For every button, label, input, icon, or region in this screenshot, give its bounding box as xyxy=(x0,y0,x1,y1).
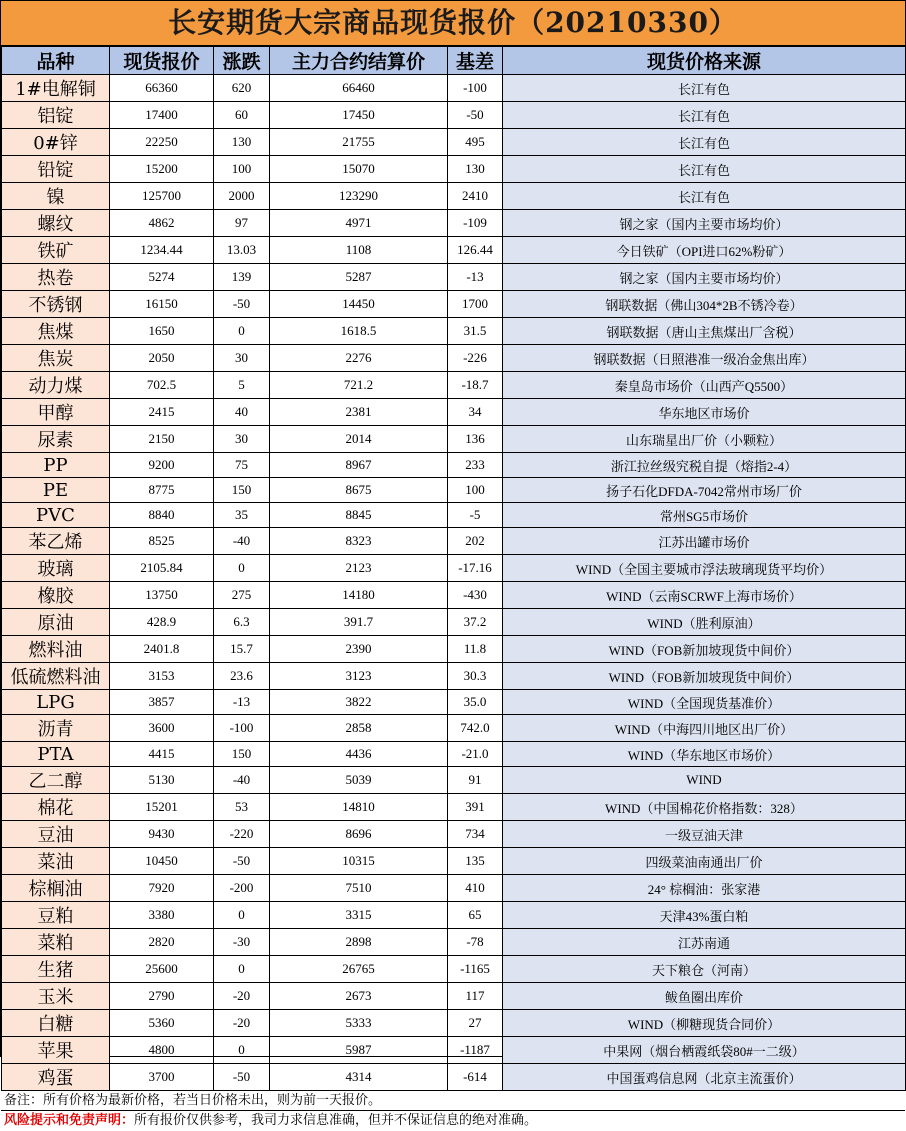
cell-variety: 甲醇 xyxy=(2,399,110,426)
cell-change: 100 xyxy=(214,156,270,183)
cell-settlement: 10315 xyxy=(270,848,448,875)
cell-settlement: 8845 xyxy=(270,503,448,528)
cell-change: 13.03 xyxy=(214,237,270,264)
cell-source: 钢之家（国内主要市场均价） xyxy=(503,264,906,291)
cell-basis: 100 xyxy=(448,478,503,503)
cell-variety: 不锈钢 xyxy=(2,291,110,318)
cell-variety: 0#锌 xyxy=(2,129,110,156)
cell-change: 0 xyxy=(214,1037,270,1064)
header-spot-price: 现货报价 xyxy=(110,47,214,75)
cell-variety: 铝锭 xyxy=(2,102,110,129)
cell-change: 620 xyxy=(214,75,270,102)
cell-spot-price: 2105.84 xyxy=(110,555,214,582)
cell-variety: 焦炭 xyxy=(2,345,110,372)
cell-basis: 35.0 xyxy=(448,690,503,715)
disclaimer xyxy=(1,1111,905,1131)
cell-change: 139 xyxy=(214,264,270,291)
cell-spot-price: 2401.8 xyxy=(110,636,214,663)
table-row xyxy=(2,1010,906,1037)
cell-change: 6.3 xyxy=(214,609,270,636)
cell-source: 常州SG5市场价 xyxy=(503,503,906,528)
cell-basis: -78 xyxy=(448,929,503,956)
table-row xyxy=(2,582,906,609)
cell-settlement: 2390 xyxy=(270,636,448,663)
cell-spot-price: 5274 xyxy=(110,264,214,291)
cell-basis: -1187 xyxy=(448,1037,503,1064)
cell-variety: 棕榈油 xyxy=(2,875,110,902)
table-row xyxy=(2,690,906,715)
cell-variety: 生猪 xyxy=(2,956,110,983)
cell-settlement: 7510 xyxy=(270,875,448,902)
cell-basis: 734 xyxy=(448,821,503,848)
table-row xyxy=(2,821,906,848)
cell-basis: 37.2 xyxy=(448,609,503,636)
cell-variety: 燃料油 xyxy=(2,636,110,663)
cell-settlement: 21755 xyxy=(270,129,448,156)
cell-variety: 原油 xyxy=(2,609,110,636)
cell-change: -40 xyxy=(214,767,270,794)
cell-settlement: 721.2 xyxy=(270,372,448,399)
cell-spot-price: 8840 xyxy=(110,503,214,528)
cell-source: 天下粮仓（河南） xyxy=(503,956,906,983)
table-row xyxy=(2,399,906,426)
cell-spot-price: 4862 xyxy=(110,210,214,237)
table-row xyxy=(2,478,906,503)
cell-basis: -100 xyxy=(448,75,503,102)
table-row xyxy=(2,503,906,528)
cell-basis: 391 xyxy=(448,794,503,821)
table-row xyxy=(2,264,906,291)
cell-basis: 135 xyxy=(448,848,503,875)
cell-spot-price: 428.9 xyxy=(110,609,214,636)
cell-change: 30 xyxy=(214,426,270,453)
cell-variety: 乙二醇 xyxy=(2,767,110,794)
cell-basis: 136 xyxy=(448,426,503,453)
cell-change: 75 xyxy=(214,453,270,478)
table-row xyxy=(2,1037,906,1064)
cell-source: 长江有色 xyxy=(503,156,906,183)
cell-spot-price: 16150 xyxy=(110,291,214,318)
cell-change: 0 xyxy=(214,555,270,582)
cell-variety: 动力煤 xyxy=(2,372,110,399)
cell-settlement: 14810 xyxy=(270,794,448,821)
cell-variety: 1#电解铜 xyxy=(2,75,110,102)
cell-change: 150 xyxy=(214,742,270,767)
cell-change: 40 xyxy=(214,399,270,426)
cell-variety: 低硫燃料油 xyxy=(2,663,110,690)
cell-settlement: 2673 xyxy=(270,983,448,1010)
cell-basis: -18.7 xyxy=(448,372,503,399)
table-header-row xyxy=(2,47,906,75)
cell-change: 30 xyxy=(214,345,270,372)
cell-source: 一级豆油天津 xyxy=(503,821,906,848)
cell-source: WIND（中海四川地区出厂价） xyxy=(503,715,906,742)
cell-variety: 棉花 xyxy=(2,794,110,821)
cell-variety: 沥青 xyxy=(2,715,110,742)
cell-settlement: 4971 xyxy=(270,210,448,237)
price-table xyxy=(1,46,906,1091)
cell-spot-price: 125700 xyxy=(110,183,214,210)
cell-spot-price: 702.5 xyxy=(110,372,214,399)
cell-basis: 126.44 xyxy=(448,237,503,264)
cell-spot-price: 66360 xyxy=(110,75,214,102)
cell-spot-price: 1234.44 xyxy=(110,237,214,264)
cell-basis: 30.3 xyxy=(448,663,503,690)
cell-source: WIND（柳糖现货合同价） xyxy=(503,1010,906,1037)
cell-source: WIND xyxy=(503,767,906,794)
cell-source: 长江有色 xyxy=(503,102,906,129)
cell-spot-price: 7920 xyxy=(110,875,214,902)
cell-basis: -17.16 xyxy=(448,555,503,582)
header-change: 涨跌 xyxy=(214,47,270,75)
cell-settlement: 66460 xyxy=(270,75,448,102)
cell-change: 60 xyxy=(214,102,270,129)
cell-source: WIND（云南SCRWF上海市场价） xyxy=(503,582,906,609)
cell-settlement: 17450 xyxy=(270,102,448,129)
table-row xyxy=(2,902,906,929)
table-row xyxy=(2,528,906,555)
cell-variety: 焦煤 xyxy=(2,318,110,345)
cell-basis: 202 xyxy=(448,528,503,555)
disclaimer-label: 风险提示和免责声明： xyxy=(4,1113,135,1128)
cell-source: WIND（FOB新加坡现货中间价） xyxy=(503,636,906,663)
cell-settlement: 123290 xyxy=(270,183,448,210)
table-row xyxy=(2,291,906,318)
header-basis: 基差 xyxy=(448,47,503,75)
cell-source: WIND（FOB新加坡现货中间价） xyxy=(503,663,906,690)
cell-spot-price: 9430 xyxy=(110,821,214,848)
cell-basis: 27 xyxy=(448,1010,503,1037)
cell-source: 中果网（烟台栖霞纸袋80#一二级） xyxy=(503,1037,906,1064)
cell-spot-price: 2050 xyxy=(110,345,214,372)
cell-source: 浙江拉丝级究税自提（熔指2-4） xyxy=(503,453,906,478)
cell-basis: -226 xyxy=(448,345,503,372)
cell-variety: 玉米 xyxy=(2,983,110,1010)
cell-settlement: 5333 xyxy=(270,1010,448,1037)
cell-change: -50 xyxy=(214,848,270,875)
table-row xyxy=(2,453,906,478)
table-row xyxy=(2,345,906,372)
cell-source: WIND（中国棉花价格指数：328） xyxy=(503,794,906,821)
cell-spot-price: 15201 xyxy=(110,794,214,821)
cell-basis: 11.8 xyxy=(448,636,503,663)
cell-variety: 橡胶 xyxy=(2,582,110,609)
table-row xyxy=(2,929,906,956)
cell-source: 24° 棕榈油：张家港 xyxy=(503,875,906,902)
cell-spot-price: 8775 xyxy=(110,478,214,503)
cell-spot-price: 15200 xyxy=(110,156,214,183)
cell-change: 5 xyxy=(214,372,270,399)
table-row xyxy=(2,318,906,345)
table-row xyxy=(2,210,906,237)
table-row xyxy=(2,742,906,767)
table-row xyxy=(2,372,906,399)
cell-source: 江苏南通 xyxy=(503,929,906,956)
cell-variety: 铅锭 xyxy=(2,156,110,183)
cell-basis: 65 xyxy=(448,902,503,929)
cell-basis: 130 xyxy=(448,156,503,183)
cell-basis: 1700 xyxy=(448,291,503,318)
cell-variety: 热卷 xyxy=(2,264,110,291)
cell-spot-price: 22250 xyxy=(110,129,214,156)
cell-change: -200 xyxy=(214,875,270,902)
cell-spot-price: 3700 xyxy=(110,1064,214,1091)
table-body xyxy=(2,75,906,1091)
cell-settlement: 8323 xyxy=(270,528,448,555)
cell-settlement: 5039 xyxy=(270,767,448,794)
table-row xyxy=(2,129,906,156)
table-row xyxy=(2,663,906,690)
cell-change: -50 xyxy=(214,291,270,318)
cell-variety: PE xyxy=(2,478,110,503)
table-row xyxy=(2,983,906,1010)
cell-source: 今日铁矿（OPI进口62%粉矿） xyxy=(503,237,906,264)
note: 备注：所有价格为最新价格，若当日价格未出，则为前一天报价。 xyxy=(1,1091,905,1111)
table-row xyxy=(2,956,906,983)
cell-variety: 豆粕 xyxy=(2,902,110,929)
cell-source: 秦皇岛市场价（山西产Q5500） xyxy=(503,372,906,399)
table-row xyxy=(2,715,906,742)
table-row xyxy=(2,875,906,902)
cell-change: -220 xyxy=(214,821,270,848)
cell-change: -20 xyxy=(214,983,270,1010)
cell-change: 23.6 xyxy=(214,663,270,690)
disclaimer-text: 所有报价仅供参考，我司力求信息准确，但并不保证信息的绝对准确。 xyxy=(134,1113,538,1128)
header-source: 现货价格来源 xyxy=(503,47,906,75)
cell-variety: 白糖 xyxy=(2,1010,110,1037)
cell-spot-price: 17400 xyxy=(110,102,214,129)
cell-change: -50 xyxy=(214,1064,270,1091)
cell-settlement: 14450 xyxy=(270,291,448,318)
cell-basis: 34 xyxy=(448,399,503,426)
table-row xyxy=(2,794,906,821)
cell-source: WIND（全国现货基准价） xyxy=(503,690,906,715)
cell-source: 钢联数据（佛山304*2B不锈冷卷） xyxy=(503,291,906,318)
cell-settlement: 2014 xyxy=(270,426,448,453)
table-row xyxy=(2,767,906,794)
cell-variety: 菜粕 xyxy=(2,929,110,956)
cell-settlement: 1108 xyxy=(270,237,448,264)
cell-settlement: 8967 xyxy=(270,453,448,478)
cell-change: -30 xyxy=(214,929,270,956)
cell-spot-price: 13750 xyxy=(110,582,214,609)
cell-change: 53 xyxy=(214,794,270,821)
table-row xyxy=(2,1064,906,1091)
cell-change: -13 xyxy=(214,690,270,715)
cell-variety: 菜油 xyxy=(2,848,110,875)
cell-change: 150 xyxy=(214,478,270,503)
cell-variety: LPG xyxy=(2,690,110,715)
cell-basis: -430 xyxy=(448,582,503,609)
table-row xyxy=(2,183,906,210)
cell-variety: 镍 xyxy=(2,183,110,210)
cell-change: 0 xyxy=(214,902,270,929)
cell-source: 江苏出罐市场价 xyxy=(503,528,906,555)
cell-basis: 742.0 xyxy=(448,715,503,742)
table-row xyxy=(2,555,906,582)
cell-basis: 410 xyxy=(448,875,503,902)
cell-settlement: 4436 xyxy=(270,742,448,767)
table-row xyxy=(2,609,906,636)
cell-source: WIND（华东地区市场价） xyxy=(503,742,906,767)
cell-source: 长江有色 xyxy=(503,75,906,102)
table-row xyxy=(2,102,906,129)
cell-settlement: 3315 xyxy=(270,902,448,929)
header-variety: 品种 xyxy=(2,47,110,75)
cell-variety: 玻璃 xyxy=(2,555,110,582)
table-row xyxy=(2,237,906,264)
cell-source: 钢联数据（唐山主焦煤出厂含税） xyxy=(503,318,906,345)
cell-settlement: 14180 xyxy=(270,582,448,609)
cell-spot-price: 5360 xyxy=(110,1010,214,1037)
cell-change: -40 xyxy=(214,528,270,555)
cell-variety: 尿素 xyxy=(2,426,110,453)
cell-settlement: 8675 xyxy=(270,478,448,503)
cell-variety: PTA xyxy=(2,742,110,767)
cell-spot-price: 4800 xyxy=(110,1037,214,1064)
cell-variety: 苯乙烯 xyxy=(2,528,110,555)
cell-basis: -614 xyxy=(448,1064,503,1091)
cell-settlement: 2858 xyxy=(270,715,448,742)
cell-source: 扬子石化DFDA-7042常州市场厂价 xyxy=(503,478,906,503)
cell-basis: -21.0 xyxy=(448,742,503,767)
cell-change: 15.7 xyxy=(214,636,270,663)
cell-source: 中国蛋鸡信息网（北京主流蛋价） xyxy=(503,1064,906,1091)
cell-spot-price: 8525 xyxy=(110,528,214,555)
cell-settlement: 3822 xyxy=(270,690,448,715)
cell-change: 35 xyxy=(214,503,270,528)
cell-source: 天津43%蛋白粕 xyxy=(503,902,906,929)
cell-settlement: 4314 xyxy=(270,1064,448,1091)
table-row xyxy=(2,848,906,875)
header-settlement: 主力合约结算价 xyxy=(270,47,448,75)
cell-basis: 2410 xyxy=(448,183,503,210)
cell-basis: 91 xyxy=(448,767,503,794)
cell-spot-price: 3153 xyxy=(110,663,214,690)
cell-change: -20 xyxy=(214,1010,270,1037)
cell-basis: -50 xyxy=(448,102,503,129)
cell-spot-price: 2790 xyxy=(110,983,214,1010)
cell-spot-price: 3600 xyxy=(110,715,214,742)
cell-settlement: 2381 xyxy=(270,399,448,426)
cell-settlement: 391.7 xyxy=(270,609,448,636)
cell-change: 0 xyxy=(214,318,270,345)
cell-spot-price: 25600 xyxy=(110,956,214,983)
cell-source: 山东瑞星出厂价（小颗粒） xyxy=(503,426,906,453)
cell-basis: -5 xyxy=(448,503,503,528)
cell-basis: -13 xyxy=(448,264,503,291)
cell-change: 130 xyxy=(214,129,270,156)
cell-source: 四级菜油南通出厂价 xyxy=(503,848,906,875)
cell-spot-price: 1650 xyxy=(110,318,214,345)
cell-source: 长江有色 xyxy=(503,129,906,156)
cell-change: 2000 xyxy=(214,183,270,210)
cell-change: 97 xyxy=(214,210,270,237)
sheet-title: 长安期货大宗商品现货报价（20210330） xyxy=(1,1,905,46)
cell-basis: -1165 xyxy=(448,956,503,983)
cell-variety: PVC xyxy=(2,503,110,528)
table-row xyxy=(2,636,906,663)
cell-basis: 233 xyxy=(448,453,503,478)
cell-source: 钢联数据（日照港准一级冶金焦出库） xyxy=(503,345,906,372)
cell-spot-price: 3857 xyxy=(110,690,214,715)
cell-settlement: 3123 xyxy=(270,663,448,690)
cell-variety: 螺纹 xyxy=(2,210,110,237)
cell-settlement: 5287 xyxy=(270,264,448,291)
cell-spot-price: 4415 xyxy=(110,742,214,767)
cell-settlement: 26765 xyxy=(270,956,448,983)
cell-settlement: 2898 xyxy=(270,929,448,956)
cell-spot-price: 3380 xyxy=(110,902,214,929)
cell-source: 钢之家（国内主要市场均价） xyxy=(503,210,906,237)
cell-variety: PP xyxy=(2,453,110,478)
cell-basis: 495 xyxy=(448,129,503,156)
cell-variety: 铁矿 xyxy=(2,237,110,264)
cell-source: 鲅鱼圈出库价 xyxy=(503,983,906,1010)
cell-spot-price: 2820 xyxy=(110,929,214,956)
cell-source: WIND（胜利原油） xyxy=(503,609,906,636)
cell-settlement: 2123 xyxy=(270,555,448,582)
cell-spot-price: 5130 xyxy=(110,767,214,794)
cell-settlement: 1618.5 xyxy=(270,318,448,345)
cell-spot-price: 2415 xyxy=(110,399,214,426)
cell-source: 长江有色 xyxy=(503,183,906,210)
cell-basis: 117 xyxy=(448,983,503,1010)
cell-variety: 豆油 xyxy=(2,821,110,848)
cell-change: 275 xyxy=(214,582,270,609)
cell-variety: 鸡蛋 xyxy=(2,1064,110,1091)
table-row xyxy=(2,426,906,453)
cell-variety: 苹果 xyxy=(2,1037,110,1064)
cell-basis: 31.5 xyxy=(448,318,503,345)
table-row xyxy=(2,75,906,102)
table-row xyxy=(2,156,906,183)
cell-source: 华东地区市场价 xyxy=(503,399,906,426)
cell-change: -100 xyxy=(214,715,270,742)
cell-basis: -109 xyxy=(448,210,503,237)
cell-spot-price: 2150 xyxy=(110,426,214,453)
cell-source: WIND（全国主要城市浮法玻璃现货平均价） xyxy=(503,555,906,582)
cell-spot-price: 10450 xyxy=(110,848,214,875)
cell-settlement: 5987 xyxy=(270,1037,448,1064)
cell-settlement: 15070 xyxy=(270,156,448,183)
cell-change: 0 xyxy=(214,956,270,983)
cell-settlement: 8696 xyxy=(270,821,448,848)
cell-spot-price: 9200 xyxy=(110,453,214,478)
cell-settlement: 2276 xyxy=(270,345,448,372)
